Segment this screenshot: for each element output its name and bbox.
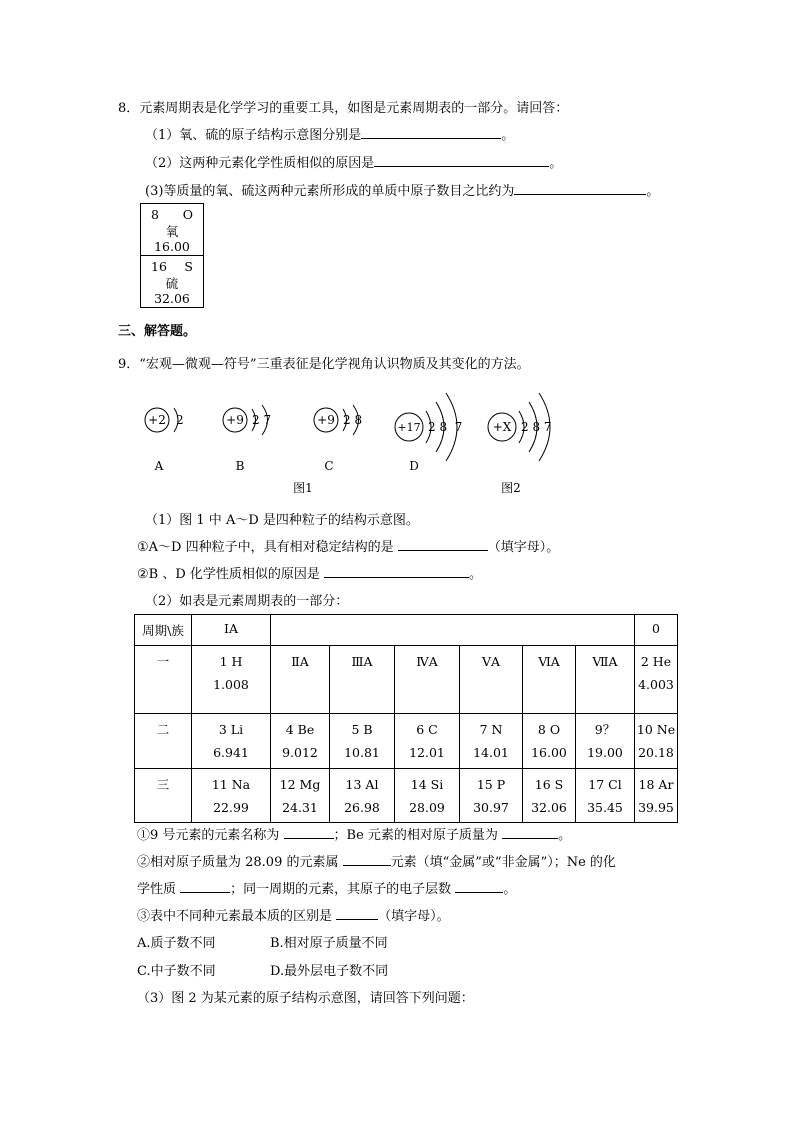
option-d[interactable]: D.最外层电子数不同: [270, 964, 389, 979]
element-card: [140, 203, 204, 308]
q8-part3: [145, 180, 659, 199]
group-header-empty: [271, 615, 635, 646]
element-cell: 5 B 10.81: [330, 714, 395, 769]
q9-sub1a-tail: （填字母）。: [487, 540, 560, 555]
element-cell: 1 H 1.008: [192, 646, 271, 714]
q8-part3-end: 。: [646, 184, 660, 199]
diagram-label-b: B: [235, 459, 245, 473]
table-row-period-2: [135, 714, 678, 769]
q8-part1-text: （1）氧、硫的原子结构示意图分别是: [145, 128, 362, 143]
group-cell: ⅦA: [576, 646, 635, 714]
q8-part2-end: 。: [549, 156, 563, 171]
table-row-period-3: [135, 769, 678, 823]
q9-table-q1-text: ①9 号元素的元素名称为: [137, 828, 280, 843]
q8-part3-text: (3)等质量的氧、硫这两种元素所形成的单质中原子数目之比约为: [145, 184, 515, 199]
element-cell: 8 O 16.00: [523, 714, 576, 769]
q8-part3-blank[interactable]: [514, 180, 646, 195]
q8-part1: [145, 124, 514, 143]
q9-sub3: （3）图 2 为某元素的原子结构示意图，请回答下列问题：: [137, 991, 474, 1006]
period-label: 二: [135, 714, 192, 769]
q9-table-q2-blank1[interactable]: [343, 851, 391, 866]
q9-sub1a-blank[interactable]: [398, 536, 488, 551]
electron-label-x: 2 8 7: [521, 420, 552, 434]
q9-table-q1-end: 。: [558, 828, 572, 843]
q9-table-q2-text4: ；同一周期的元素，其原子的电子层数: [230, 882, 452, 897]
element-number: 16: [151, 259, 167, 274]
option-c[interactable]: C.中子数不同: [137, 964, 216, 979]
q9-sub1a: [137, 536, 559, 555]
table-row-period-1: [135, 646, 678, 714]
q9-table-q3-tail: （填字母）。: [378, 909, 450, 924]
group-cell: ⅥA: [523, 646, 576, 714]
element-cell: 2 He 4.003: [635, 646, 678, 714]
q9-table-q1-blank1[interactable]: [284, 824, 334, 839]
q8-part1-end: 。: [501, 128, 515, 143]
q9-table-q1-blank2[interactable]: [502, 824, 558, 839]
element-cell-oxygen: [141, 204, 203, 255]
q9-sub2: （2）如表是元素周期表的一部分：: [145, 594, 349, 609]
q8-part2-text: （2）这两种元素化学性质相似的原因是: [145, 156, 375, 171]
q9-sub1b-end: 。: [469, 567, 483, 582]
electron-label-c: 2 8: [343, 413, 363, 427]
q9-table-q3-blank[interactable]: [336, 905, 378, 920]
group-cell: ⅣA: [395, 646, 460, 714]
element-cell: 10 Ne 20.18: [635, 714, 678, 769]
q9-table-q3: [137, 905, 450, 924]
q9-table-q1: [137, 824, 571, 843]
q9-table-q2: [137, 851, 616, 870]
element-cell: 7 N 14.01: [460, 714, 523, 769]
q9-table-q2-cont: [137, 878, 516, 897]
q9-table-q2-text: ②相对原子质量为 28.09 的元素属: [137, 855, 339, 870]
electron-label-d: 2 8 7: [428, 420, 463, 434]
q9-table-q3-text: ③表中不同种元素最本质的区别是: [137, 909, 333, 924]
period-label: 一: [135, 646, 192, 714]
element-cell: 17 Cl 35.45: [576, 769, 635, 823]
q9-sub1b: [137, 563, 482, 582]
q8-title: 8．元素周期表是化学学习的重要工具，如图是元素周期表的一部分。请回答：: [118, 101, 569, 116]
element-cell: 4 Be 9.012: [271, 714, 330, 769]
element-symbol: S: [184, 259, 193, 274]
group-cell: ⅤA: [460, 646, 523, 714]
nucleus-label-d: +17: [397, 421, 421, 434]
atom-structure-diagrams: [130, 385, 570, 500]
nucleus-label-x: +X: [492, 420, 512, 434]
element-cell: 14 Si 28.09: [395, 769, 460, 823]
group-ia: IA: [192, 615, 271, 646]
q8-part2: [145, 152, 562, 171]
nucleus-label-a: +2: [148, 413, 166, 427]
diagram-label-c: C: [324, 459, 334, 473]
q8-part1-blank[interactable]: [361, 124, 501, 139]
q9-table-q2-blank3[interactable]: [455, 878, 503, 893]
q9-sub1: （1）图 1 中 A～D 是四种粒子的结构示意图。: [145, 513, 419, 528]
diagram-label-d: D: [409, 459, 419, 473]
element-cell: 15 P 30.97: [460, 769, 523, 823]
nucleus-label-c: +9: [317, 413, 335, 427]
figure1-caption: 图1: [293, 481, 313, 495]
q9-title: 9．“宏观—微观—符号”三重表征是化学视角认识物质及其变化的方法。: [118, 357, 530, 372]
element-cell: 16 S 32.06: [523, 769, 576, 823]
q8-part2-blank[interactable]: [374, 152, 549, 167]
element-cell: 13 Al 26.98: [330, 769, 395, 823]
electron-label-a: 2: [176, 413, 184, 427]
element-name: 硫: [165, 276, 179, 291]
q9-sub1b-blank[interactable]: [324, 563, 469, 578]
nucleus-label-b: +9: [226, 413, 244, 427]
group-cell: ⅢA: [330, 646, 395, 714]
element-number: 8: [151, 207, 159, 222]
table-header-row: [135, 615, 678, 646]
group-cell: ⅡA: [271, 646, 330, 714]
section-heading: 三、解答题。: [118, 324, 197, 339]
option-a[interactable]: A.质子数不同: [137, 936, 216, 951]
q9-sub1a-text: ①A～D 四种粒子中，具有相对稳定结构的是: [137, 540, 394, 555]
period-label: 三: [135, 769, 192, 823]
table-corner: 周期\族: [135, 615, 192, 646]
diagram-label-a: A: [154, 459, 164, 473]
q9-table-q2-blank2[interactable]: [180, 878, 230, 893]
figure2-caption: 图2: [501, 481, 521, 495]
group-zero: 0: [635, 615, 678, 646]
element-cell: 3 Li 6.941: [192, 714, 271, 769]
element-cell: 6 C 12.01: [395, 714, 460, 769]
electron-label-b: 2 7: [252, 413, 272, 427]
element-symbol: O: [182, 207, 193, 222]
q9-table-q2-text3: 学性质: [137, 882, 177, 897]
element-name: 氧: [165, 224, 179, 239]
q9-table-q2-text2: 元素（填“金属”或“非金属”）；Ne 的化: [390, 855, 616, 870]
element-cell-sulfur: [141, 255, 203, 307]
element-cell: 18 Ar 39.95: [635, 769, 678, 823]
element-mass: 16.00: [154, 239, 190, 254]
element-cell-unknown: 9？ 19.00: [576, 714, 635, 769]
q9-sub1b-text: ②B 、D 化学性质相似的原因是: [137, 567, 320, 582]
element-mass: 32.06: [154, 291, 190, 306]
q9-table-q1-text2: ；Be 元素的相对原子质量为: [333, 828, 498, 843]
option-b[interactable]: B.相对原子质量不同: [270, 936, 388, 951]
q9-table-q2-end: 。: [503, 882, 517, 897]
element-cell: 12 Mg 24.31: [271, 769, 330, 823]
periodic-table: [134, 614, 678, 823]
element-cell: 11 Na 22.99: [192, 769, 271, 823]
